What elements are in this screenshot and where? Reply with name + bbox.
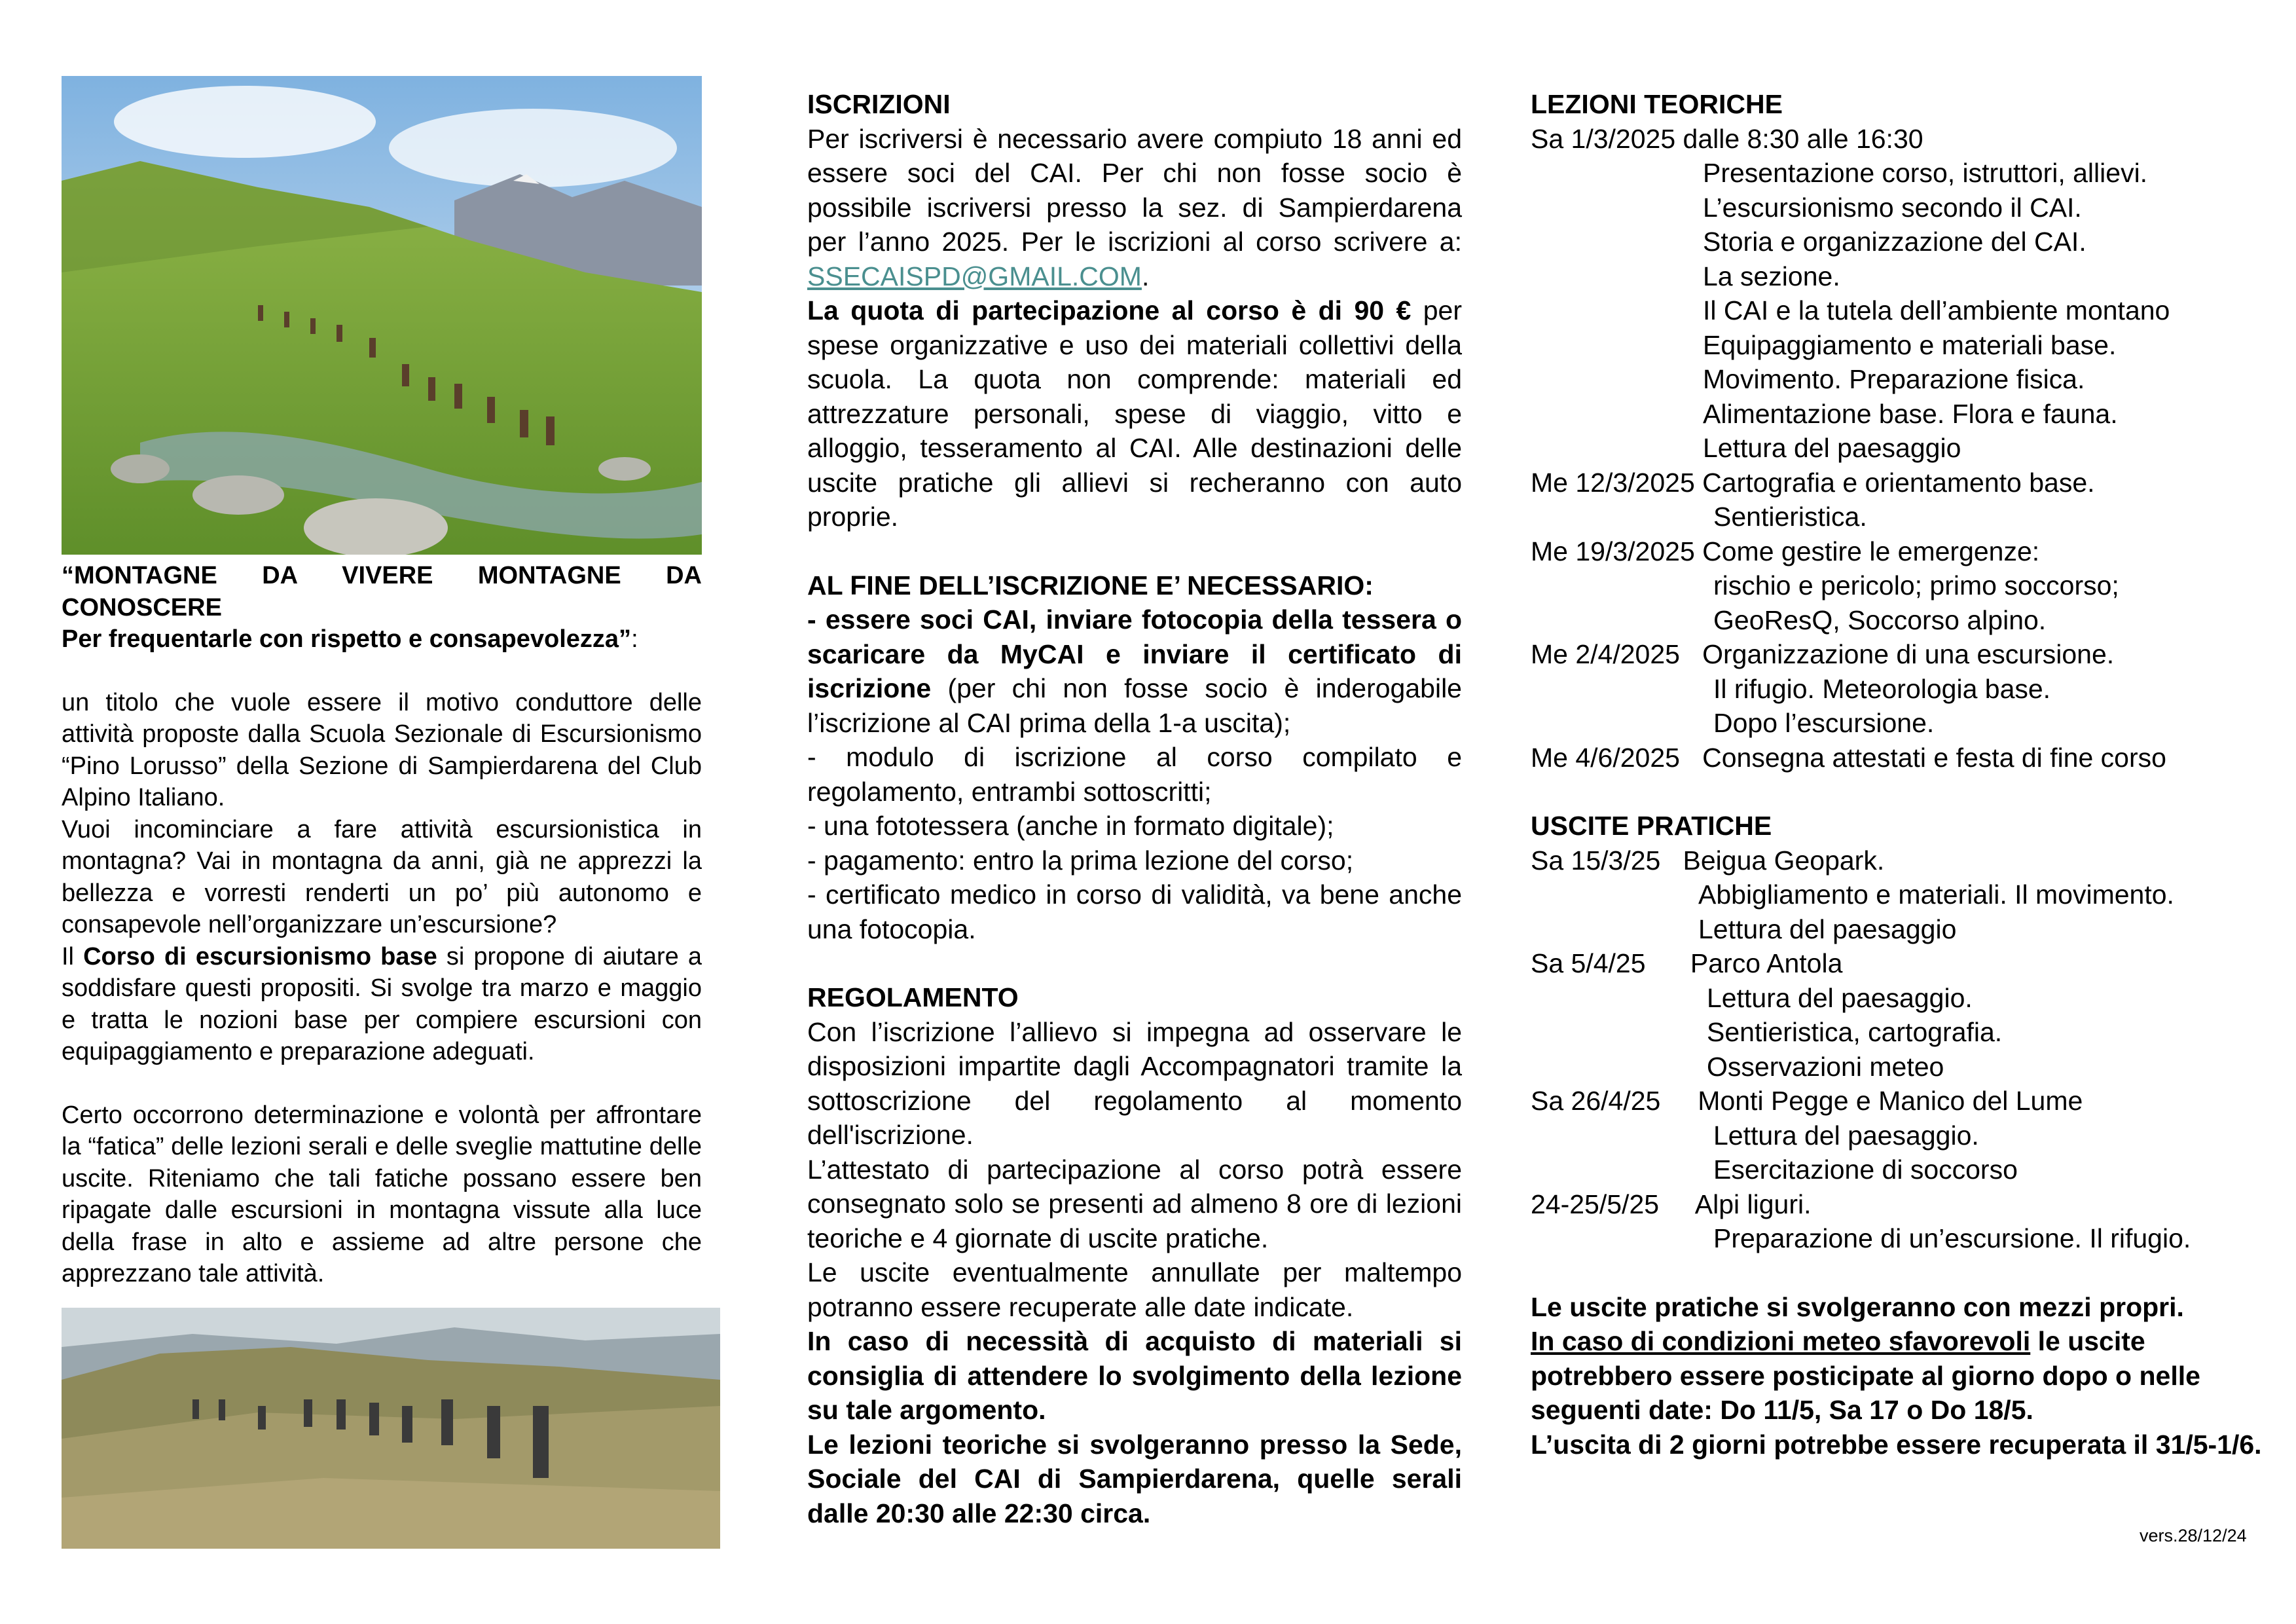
intro-paragraph-3: Il Corso di escursionismo base si propone di aiutare a soddisfare questi propositi. Si svolge tra marzo e maggio e tratta le nozioni base per compiere escursioni con equipaggiamento e preparazione adeguati. xyxy=(62,942,702,1065)
lezione-topic: Dopo l’escursione. xyxy=(1713,708,1935,738)
intro-paragraph-4: Certo occorrono determinazione e volontà per affrontare la “fatica” delle lezioni serali e delle sveglie mattutine delle uscite. Riteniamo che tali fatiche possano essere ben ripagate dalle escursioni in montagna vissute alla luce della frase in alto e assieme ad altre persone che apprezzano tale attività. xyxy=(62,1101,702,1287)
necessario-item-5: - certificato medico in corso di validità, va bene anche una fotocopia. xyxy=(807,879,1462,944)
lezione-topic: Alimentazione base. Flora e fauna. xyxy=(1703,398,2118,429)
intro-paragraph-1: un titolo che vuole essere il motivo conduttore delle attività proposte dalla Scuola Sezionale di Escursionismo “Pino Lorusso” della Sezione di Sampierdarena del Club Alpino Italiano. xyxy=(62,688,702,811)
note-recupero: L’uscita di 2 giorni potrebbe essere recuperata il 31/5-1/6. xyxy=(1531,1429,2262,1460)
uscita-topic: Lettura del paesaggio. xyxy=(1707,982,1973,1013)
uscita-topic: Sentieristica, cartografia. xyxy=(1707,1017,2003,1047)
programma-column xyxy=(1531,87,2267,1462)
lezione-topic: L’escursionismo secondo il CAI. xyxy=(1703,192,2082,223)
regolamento-p4: In caso di necessità di acquisto di materiali si consiglia di attendere lo svolgimento della lezione su tale argomento. xyxy=(807,1326,1462,1425)
uscita-topic: Osservazioni meteo xyxy=(1707,1051,1944,1082)
lezione-date-1: Sa 1/3/2025 dalle 8:30 alle 16:30 xyxy=(1531,123,1923,154)
lezione-date-4: Me 2/4/2025 Organizzazione di una escursione. xyxy=(1531,639,2115,669)
uscita-topic: Lettura del paesaggio. xyxy=(1713,1120,1979,1151)
uscite-title: USCITE PRATICHE xyxy=(1531,811,1772,841)
necessario-title: AL FINE DELL’ISCRIZIONE E’ NECESSARIO: xyxy=(807,570,1374,600)
uscita-topic: Abbigliamento e materiali. Il movimento. xyxy=(1698,879,2174,910)
lezione-topic: La sezione. xyxy=(1703,261,1840,291)
lezione-topic: Il rifugio. Meteorologia base. xyxy=(1713,673,2051,704)
uscita-topic: Preparazione di un’escursione. Il rifugio. xyxy=(1713,1223,2191,1253)
version-label: vers.28/12/24 xyxy=(2140,1526,2247,1545)
note-meteo: In caso di condizioni meteo sfavorevoli le uscite potrebbero essere posticipate al giorno dopo o nelle seguenti date: Do 11/5, Sa 17 o Do 18/5. xyxy=(1531,1326,2200,1425)
lezione-topic: Il CAI e la tutela dell’ambiente montano xyxy=(1703,295,2170,325)
necessario-item-2: - modulo di iscrizione al corso compilato e regolamento, entrambi sottoscritti; xyxy=(807,742,1462,807)
lezione-topic: Sentieristica. xyxy=(1713,502,1867,532)
hiking-photo-ridge xyxy=(62,1308,720,1549)
lezione-topic: Equipaggiamento e materiali base. xyxy=(1703,329,2117,360)
intro-column xyxy=(62,560,702,1290)
lezione-topic: Movimento. Preparazione fisica. xyxy=(1703,364,2085,394)
uscita-date-4: 24-25/5/25 Alpi liguri. xyxy=(1531,1189,1812,1219)
iscrizioni-column xyxy=(807,87,1462,1530)
lezione-date-3: Me 19/3/2025 Come gestire le emergenze: xyxy=(1531,536,2040,566)
lezione-date-2: Me 12/3/2025 Cartografia e orientamento base. xyxy=(1531,467,2095,498)
hiking-photo-valley xyxy=(62,76,702,555)
necessario-item-4: - pagamento: entro la prima lezione del corso; xyxy=(807,845,1354,876)
lezione-topic: Presentazione corso, istruttori, allievi. xyxy=(1703,158,2148,188)
regolamento-p5: Le lezioni teoriche si svolgeranno presso la Sede, Sociale del CAI di Sampierdarena, quelle serali dalle 20:30 alle 22:30 circa. xyxy=(807,1429,1462,1528)
iscrizioni-title: ISCRIZIONI xyxy=(807,89,951,119)
regolamento-title: REGOLAMENTO xyxy=(807,982,1019,1012)
lezione-topic: Storia e organizzazione del CAI. xyxy=(1703,227,2086,257)
uscita-topic: Lettura del paesaggio xyxy=(1698,913,1957,944)
intro-title: “MONTAGNE DA VIVERE MONTAGNE DA CONOSCERE Per frequentarle con rispetto e consapevolezza”: xyxy=(62,562,702,653)
lezione-topic: Lettura del paesaggio xyxy=(1703,433,1961,463)
email-link[interactable]: SSECAISPD@GMAIL.COM xyxy=(807,261,1142,291)
necessario-item-1: - essere soci CAI, inviare fotocopia della tessera o scaricare da MyCAI e inviare il certificato di iscrizione (per chi non fosse socio è inderogabile l’iscrizione al CAI prima della 1-a uscita); xyxy=(807,604,1462,738)
regolamento-p2: L’attestato di partecipazione al corso potrà essere consegnato solo se presenti ad almeno 8 ore di lezioni teoriche e 4 giornate di uscite pratiche. xyxy=(807,1154,1462,1253)
lezione-date-5: Me 4/6/2025 Consegna attestati e festa di fine corso xyxy=(1531,742,2166,773)
regolamento-p1: Con l’iscrizione l’allievo si impegna ad osservare le disposizioni impartite dagli Accompagnatori tramite la sottoscrizione del regolamento al momento dell'iscrizione. xyxy=(807,1016,1462,1150)
lezioni-title: LEZIONI TEORICHE xyxy=(1531,89,1783,119)
necessario-item-3: - una fototessera (anche in formato digitale); xyxy=(807,811,1334,841)
uscita-topic: Esercitazione di soccorso xyxy=(1713,1154,2018,1185)
lezione-topic: rischio e pericolo; primo soccorso; xyxy=(1713,570,2119,600)
lezione-topic: GeoResQ, Soccorso alpino. xyxy=(1713,604,2047,635)
uscita-date-3: Sa 26/4/25 Monti Pegge e Manico del Lume xyxy=(1531,1086,2083,1116)
regolamento-p3: Le uscite eventualmente annullate per maltempo potranno essere recuperate alle date indicate. xyxy=(807,1257,1462,1322)
note-mezzi: Le uscite pratiche si svolgeranno con mezzi propri. xyxy=(1531,1291,2184,1322)
iscrizioni-text: Per iscriversi è necessario avere compiuto 18 anni ed essere soci del CAI. Per chi non fosse socio è possibile iscriversi presso la sez. di Sampierdarena per l’anno 2025. Per le iscrizioni al corso scrivere a: SSECAISPD@GMAIL.COM. xyxy=(807,123,1462,291)
intro-paragraph-2: Vuoi incominciare a fare attività escursionistica in montagna? Vai in montagna da anni, già ne apprezzi la bellezza e vorresti renderti un po’ più autonomo e consapevole nell’organizzare un’escursione? xyxy=(62,815,702,938)
quota-text: La quota di partecipazione al corso è di 90 € per spese organizzative e uso dei materiali collettivi della scuola. La quota non comprende: materiali ed attrezzature personali, spese di viaggio, vitto e alloggio, tesseramento al CAI. Alle destinazioni delle uscite pratiche gli allievi si recheranno con auto proprie. xyxy=(807,295,1462,532)
uscita-date-1: Sa 15/3/25 Beigua Geopark. xyxy=(1531,845,1885,876)
uscita-date-2: Sa 5/4/25 Parco Antola xyxy=(1531,948,1843,978)
